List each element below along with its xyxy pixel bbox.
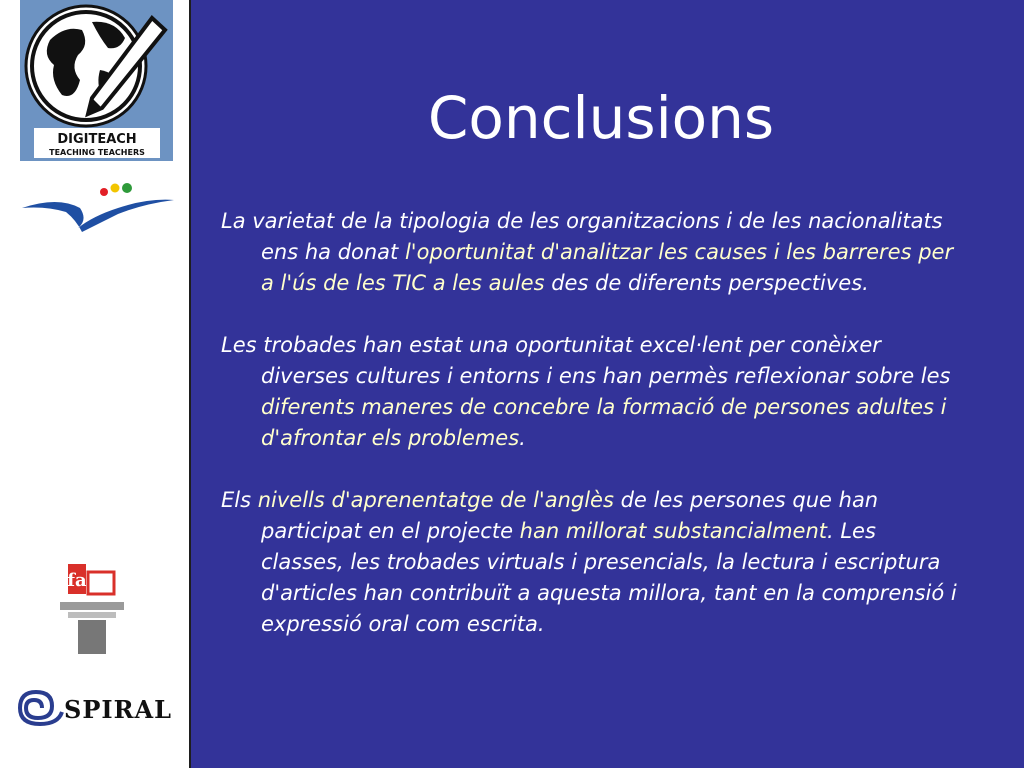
text-segment: de les persones que han participat en el projecte <box>261 488 879 543</box>
spiral-logo <box>18 686 178 726</box>
fa-logo <box>56 562 126 656</box>
text-segment: . Les classes, les trobades virtuals i presencials, la lectura i escriptura d'articles han contribuït a aquesta millora, tant en la comprensió i expressió oral com escrita. <box>261 519 957 636</box>
slide-content <box>191 0 1024 768</box>
highlighted-text: l'oportunitat d'analitzar les causes i les barreres per a l'ús de les TIC a les aules <box>261 240 954 295</box>
spiral-logo-text: SPIRAL <box>64 695 173 724</box>
digiteach-logo-title: DIGITEACH <box>57 132 137 147</box>
text-segment: Les trobades han estat una oportunitat excel·lent per conèixer diverses cultures i entorns i ens han permès reflexionar sobre les <box>221 333 951 388</box>
bird-logo <box>18 178 176 234</box>
digiteach-logo-subtitle: TEACHING TEACHERS <box>49 148 145 157</box>
highlighted-text: nivells d'aprenentatge de l'anglès <box>257 488 614 512</box>
fa-logo-text: fa <box>67 570 87 591</box>
slide-title: Conclusions <box>427 84 775 152</box>
highlighted-text: han millorat substancialment <box>519 519 827 543</box>
digiteach-logo <box>20 0 173 161</box>
text-segment: . <box>519 426 526 450</box>
paragraph <box>221 206 961 299</box>
logo-sidebar <box>0 0 191 768</box>
slide-body <box>221 206 961 671</box>
text-segment: La varietat de la tipologia de les organitzacions i de les nacionalitats ens ha donat <box>221 209 943 264</box>
paragraph <box>221 485 961 640</box>
highlighted-text: diferents maneres de concebre la formació de persones adultes i d'afrontar els problemes <box>261 395 947 450</box>
text-segment: Els <box>221 488 258 512</box>
text-segment: des de diferents perspectives. <box>544 271 869 295</box>
paragraph <box>221 330 961 454</box>
